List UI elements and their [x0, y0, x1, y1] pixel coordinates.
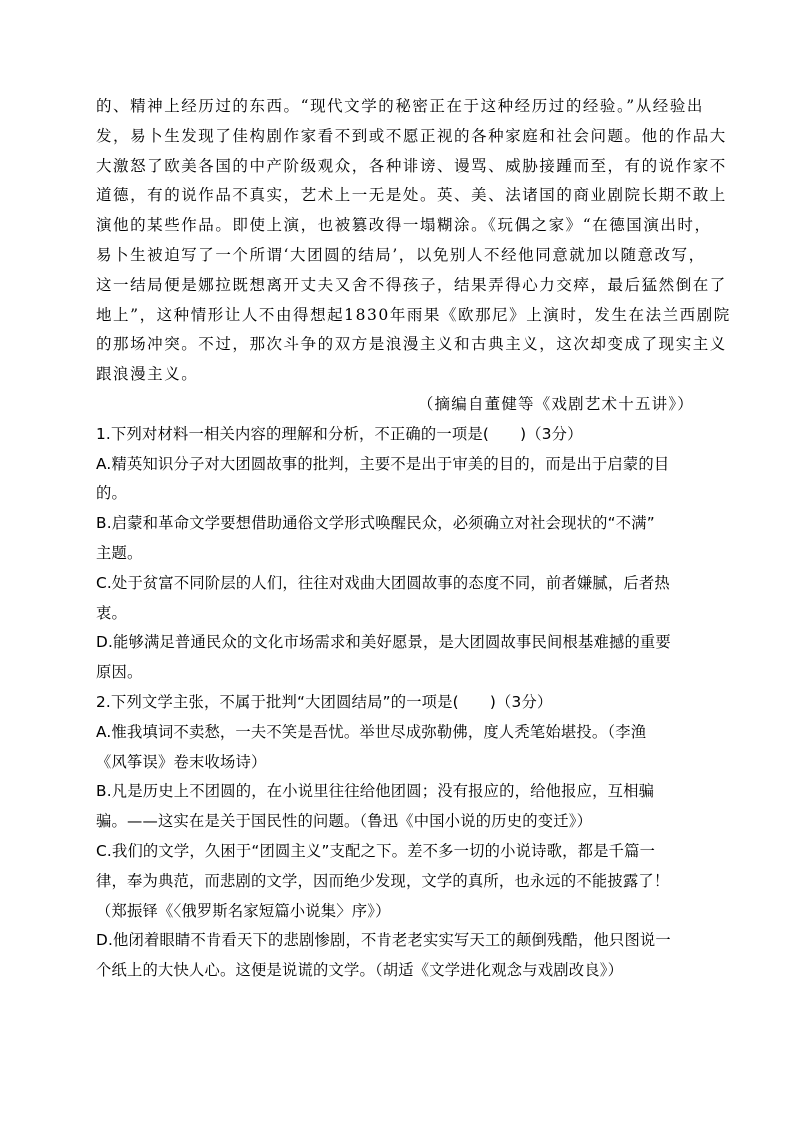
document-page — [96, 92, 731, 986]
question-1-option-c-cont: 衷。 — [96, 603, 127, 622]
passage-line: 这一结局便是娜拉既想离开丈夫又舍不得孩子，结果弄得心力交瘁，最后猛然倒在了 — [96, 275, 727, 294]
question-section — [96, 420, 698, 986]
question-2-stem: 2.下列文学主张，不属于批判“大团圆结局”的一项是( )（3分） — [96, 692, 553, 711]
question-2-option-c: C.我们的文学，久困于“团圆主义”支配之下。差不多一切的小说诗歌，都是千篇一 — [96, 841, 656, 860]
question-2-option-b: B.凡是历史上不团圆的，在小说里往往给他团圆；没有报应的，给他报应，互相骗 — [96, 782, 655, 801]
question-1-option-c: C.处于贫富不同阶层的人们，往往对戏曲大团圆故事的态度不同，前者嫌腻，后者热 — [96, 573, 670, 592]
question-2-option-c-cont2: （郑振铎《〈俄罗斯名家短篇小说集〉序》） — [96, 901, 391, 920]
question-2-option-c-cont: 律，奉为典范，而悲剧的文学，因而绝少发现，文学的真所，也永远的不能披露了！ — [96, 871, 670, 890]
passage-line: 道德，有的说作品不真实，艺术上一无是处。英、美、法诸国的商业剧院长期不敢上 — [96, 186, 727, 205]
passage-line: 地上”，这种情形让人不由得想起1830年雨果《欧那尼》上演时，发生在法兰西剧院 — [96, 305, 731, 324]
reading-passage — [96, 92, 731, 420]
question-2-option-a-cont: 《风筝误》卷末收场诗） — [96, 752, 267, 771]
passage-line: 跟浪漫主义。 — [96, 365, 199, 384]
question-2-option-d-cont: 个纸上的大快人心。这便是说谎的文学。（胡适《文学进化观念与戏剧改良》） — [96, 961, 624, 980]
question-1-option-d: D.能够满足普通民众的文化市场需求和美好愿景，是大团圆故事民间根基难撼的重要 — [96, 633, 671, 652]
passage-line: 的、精神上经历过的东西。“现代文学的秘密正在于这种经历过的经验。”从经验出 — [96, 97, 704, 115]
question-1-option-b-cont: 主题。 — [96, 543, 143, 562]
passage-source-citation: （摘编自董健等《戏剧艺术十五讲》） — [417, 394, 694, 413]
question-2-option-a: A.惟我填词不卖愁，一夫不笑是吾忧。举世尽成弥勒佛，度人秃笔始堪投。（李渔 — [96, 722, 647, 741]
question-1-stem: 1.下列对材料一相关内容的理解和分析，不正确的一项是( )（3分） — [96, 424, 583, 443]
question-1-option-b: B.启蒙和革命文学要想借助通俗文学形式唤醒民众，必须确立对社会现状的“不满” — [96, 514, 655, 533]
passage-line: 的那场冲突。不过，那次斗争的双方是浪漫主义和古典主义，这次却变成了现实主义 — [96, 335, 727, 354]
passage-line: 大激怒了欧美各国的中产阶级观众，各种诽谤、谩骂、威胁接踵而至，有的说作家不 — [96, 156, 727, 175]
question-1-option-a: A.精英知识分子对大团圆故事的批判，主要不是出于审美的目的，而是出于启蒙的目 — [96, 454, 670, 473]
passage-line: 易卜生被迫写了一个所谓‘大团圆的结局’，以免别人不经他同意就加以随意改写， — [96, 245, 706, 264]
question-2-option-d: D.他闭着眼睛不肯看天下的悲剧惨剧，不肯老老实实写天工的颠倒残酷，他只图说一 — [96, 931, 671, 950]
passage-line: 演他的某些作品。即使上演，也被篡改得一塌糊涂。《玩偶之家》“在德国演出时， — [96, 216, 712, 235]
question-1-option-a-cont: 的。 — [96, 484, 127, 503]
question-1-option-d-cont: 原因。 — [96, 663, 143, 682]
passage-line: 发，易卜生发现了佳构剧作家看不到或不愿正视的各种家庭和社会问题。他的作品大 — [96, 126, 727, 145]
question-2-option-b-cont: 骗。——这实在是关于国民性的问题。（鲁迅《中国小说的历史的变迁》） — [96, 812, 593, 831]
